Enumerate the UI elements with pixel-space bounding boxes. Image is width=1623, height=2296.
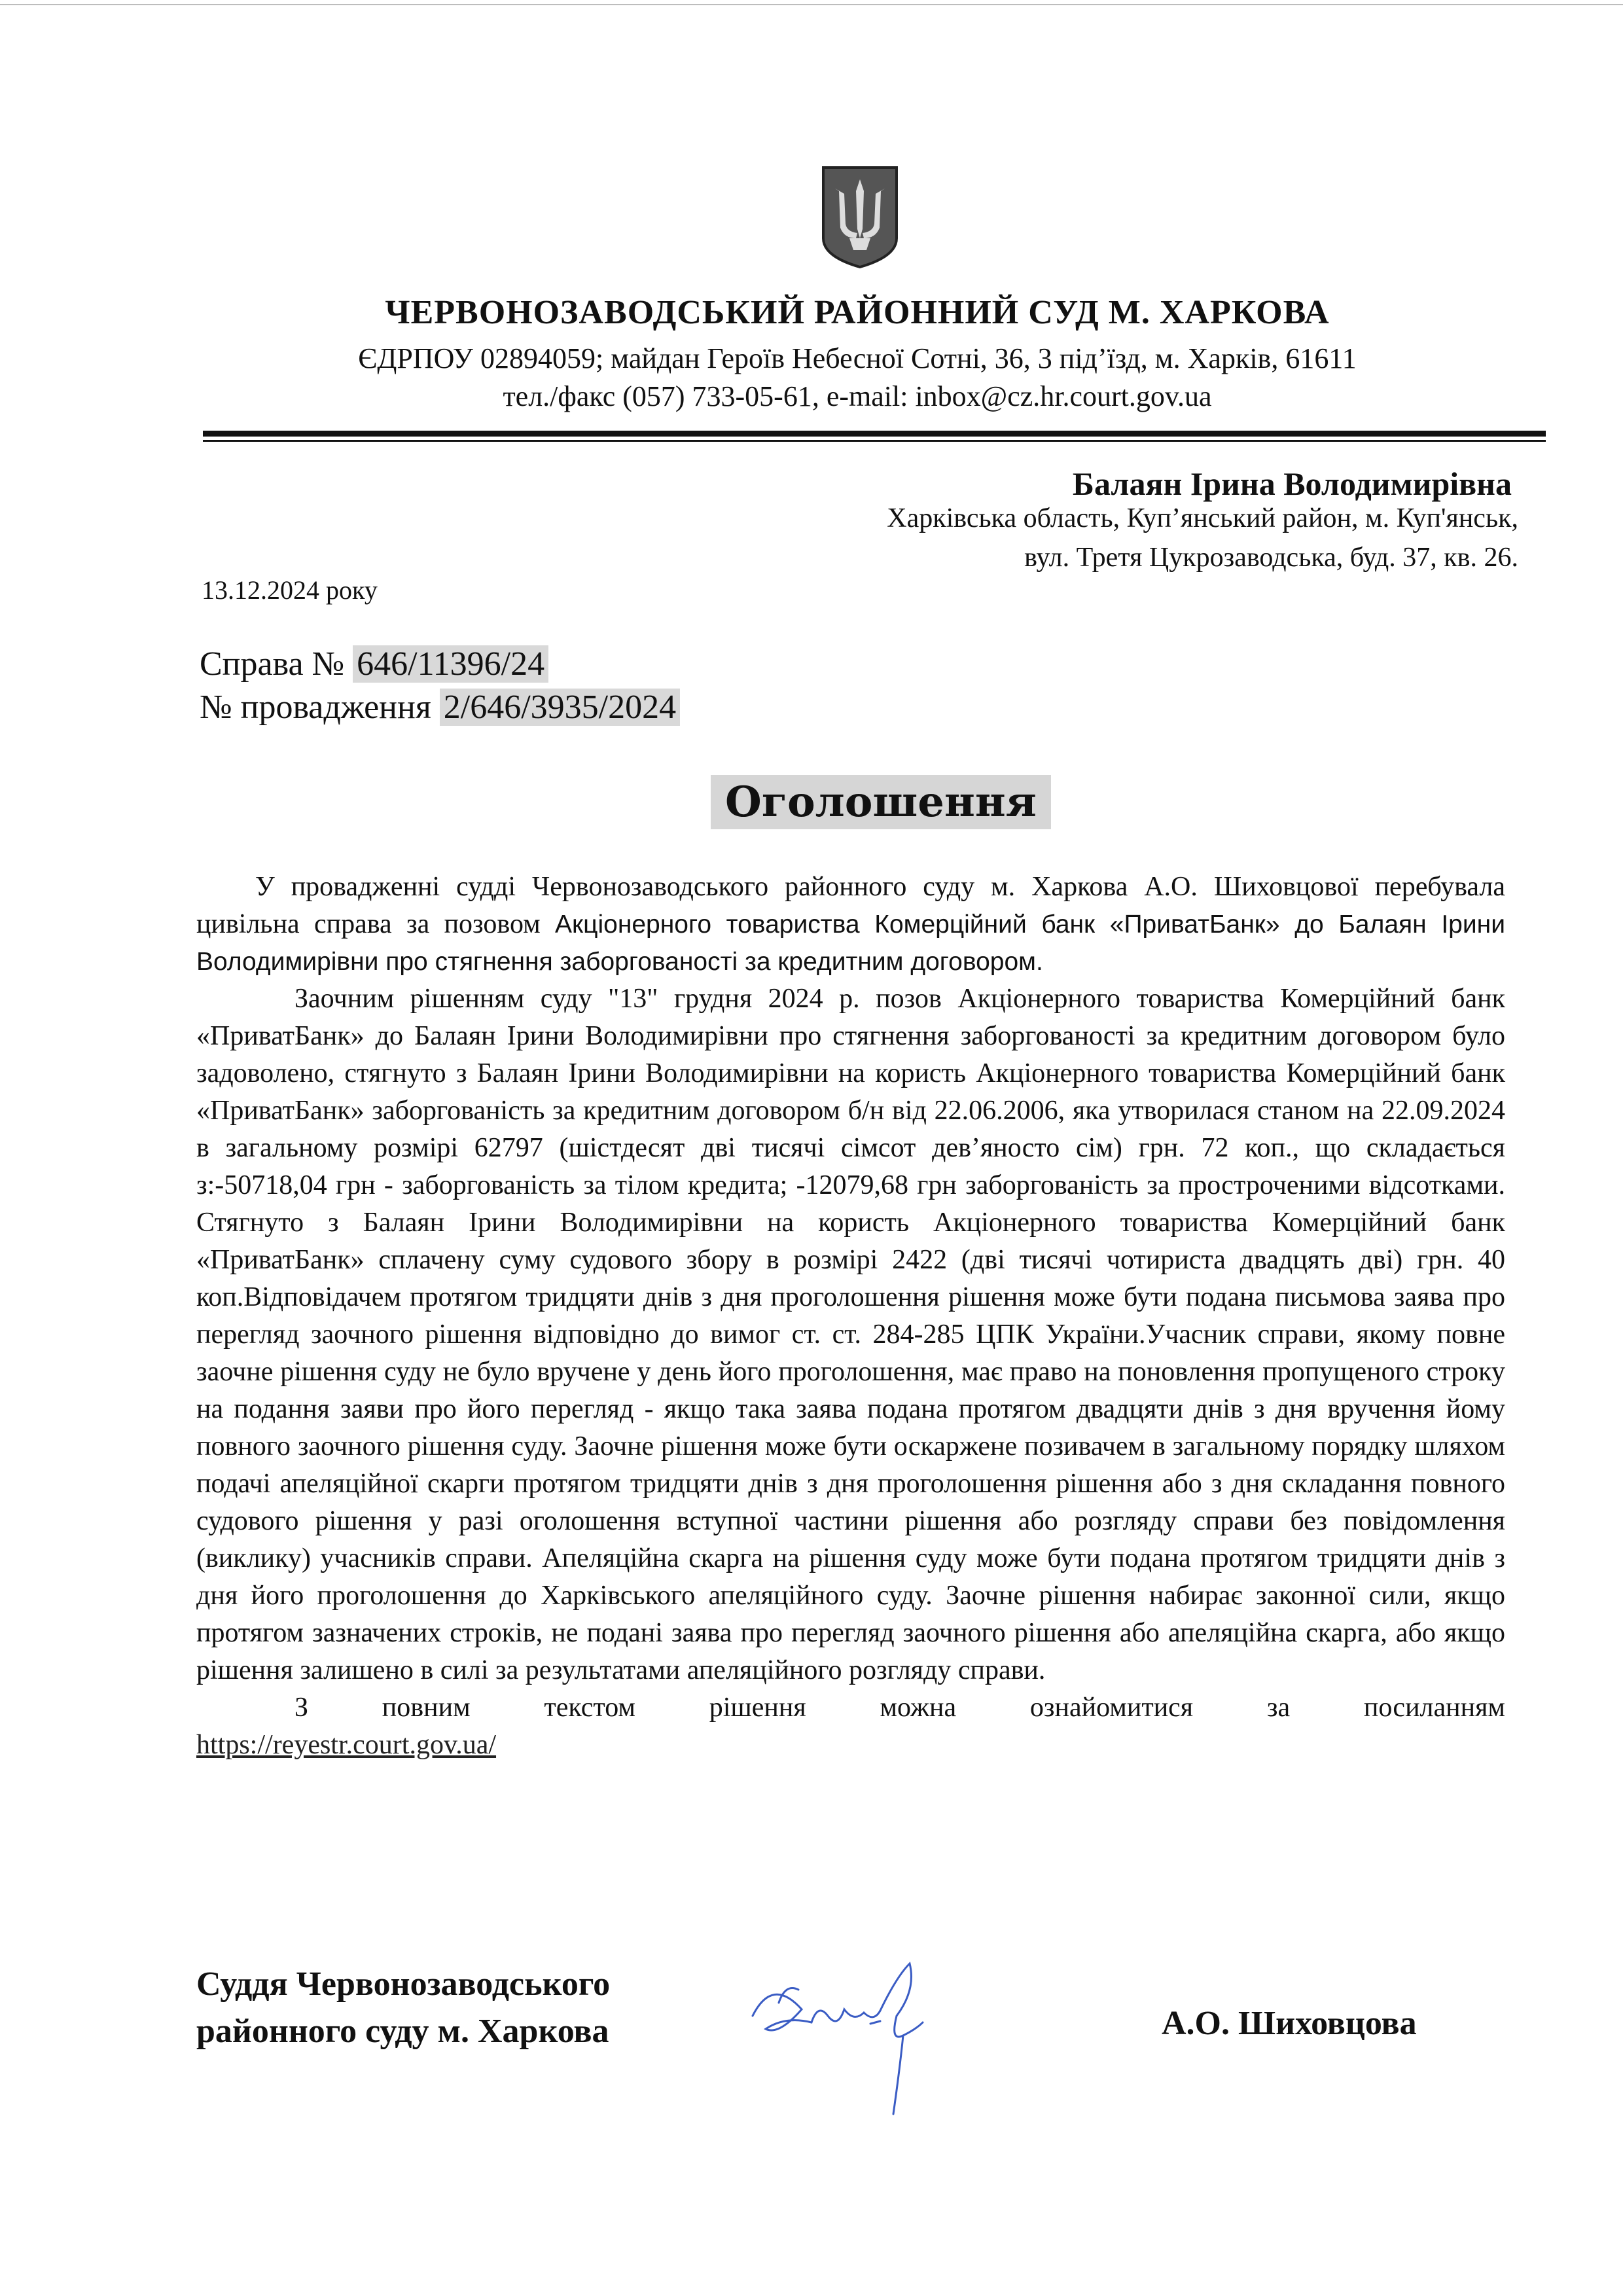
header-divider-thin: [203, 440, 1546, 442]
court-contacts: тел./факс (057) 733-05-61, e-mail: inbox@cz.hr.court.gov.ua: [503, 380, 1212, 412]
recipient-address-line1: Харківська область, Куп’янський район, м. Куп'янськ,: [887, 503, 1518, 533]
handwritten-signature-icon: [740, 1937, 955, 2134]
court-name: ЧЕРВОНОЗАВОДСЬКИЙ РАЙОННИЙ СУД М. ХАРКОВА: [385, 294, 1330, 331]
recipient-address-line2: вул. Третя Цукрозаводська, буд. 37, кв. 26.: [1024, 543, 1518, 573]
scan-top-edge: [0, 4, 1623, 5]
ukraine-trident-emblem-icon: [821, 165, 899, 270]
link-intro-text: З повним текстом рішення можна ознайомитися за посиланням: [294, 1693, 1505, 1723]
recipient-name: Балаян Ірина Володимирівна: [1072, 465, 1512, 502]
paragraph-intro-parties: Акціонерного товариства Комерційний банк «ПриватБанк» до Балаян Ірини Володимирівни про стягнення заборгованості за кредитним договором.: [196, 910, 1505, 976]
recipient-address: [887, 499, 1518, 577]
case-number-row: [200, 643, 680, 686]
announcement-title: Оголошення: [711, 775, 1051, 829]
paragraph-decision: Заочним рішенням суду "13" грудня 2024 р. позов Акціонерного товариства Комерційний банк «ПриватБанк» до Балаян Ірини Володимирівни про стягнення заборгованості за кредитним договором було задоволено, стягнуто з Балаян Ірини Володимирівни на користь Акціонерного товариства Комерційний банк «ПриватБанк» заборгованість за кредитним договором б/н від 22.06.2006, яка утворилася станом на 22.09.2024 в загальному розмірі 62797 (шістдесят дві тисячі сімсот дев’яносто сім) грн. 72 коп., що складається з:-50718,04 грн - заборгованість за тілом кредита; -12079,68 грн заборгованість за простроченими відсотками. Стягнуто з Балаян Ірини Володимирівни на користь Акціонерного товариства Комерційний банк «ПриватБанк» сплачену суму судового збору в розмірі 2422 (дві тисячі чотириста двадцять дві) грн. 40 коп.Відповідачем протягом тридцяти днів з дня проголошення рішення може бути подана письмова заява про перегляд заочного рішення відповідно до вимог ст. ст. 284-285 ЦПК України.Учасник справи, якому повне заочне рішення суду не було вручене у день його проголошення, має право на поновлення пропущеного строку на подання заяви про його перегляд - якщо така заява подана протягом двадцяти днів з дня вручення йому повного заочного рішення суду. Заочне рішення може бути оскаржене позивачем в загальному порядку шляхом подачі апеляційної скарги протягом тридцяти днів з дня проголошення рішення або з дня складання повного судового рішення у разі оголошення вступної частини рішення або розгляду справи без повідомлення (виклику) учасників справи. Апеляційна скарга на рішення суду може бути подана протягом тридцяти днів з дня його проголошення до Харківського апеляційного суду. Заочне рішення набирає законної сили, якщо протягом зазначених строків, не подані заява про перегляд заочного рішення або апеляційна скарга, або якщо рішення залишено в силі за результатами апеляційного розгляду справи.: [196, 984, 1505, 1685]
announcement-body: [196, 869, 1505, 1764]
register-link[interactable]: https://reyestr.court.gov.ua/: [196, 1730, 497, 1760]
judge-name: А.О. Шиховцова: [1162, 2005, 1417, 2042]
case-number-label: Справа №: [200, 645, 345, 683]
proceeding-number: 2/646/3935/2024: [440, 689, 680, 726]
court-address: ЄДРПОУ 02894059; майдан Героїв Небесної Сотні, 36, 3 під’їзд, м. Харків, 61611: [358, 342, 1357, 374]
case-number: 646/11396/24: [353, 645, 548, 683]
paragraph-intro-text: У провадженні судді Червонозаводського районного суду м. Харкова А.О. Шиховцової перебувала цивільна справа за позовом: [196, 872, 1505, 939]
proceeding-number-row: [200, 686, 680, 729]
letter-date: 13.12.2024 року: [202, 575, 378, 605]
register-link-row: [196, 1727, 1505, 1764]
judge-title-line2: районного суду м. Харкова: [196, 2013, 609, 2050]
paragraph-link: [196, 1689, 1505, 1727]
case-info: [200, 643, 680, 729]
judge-title-line1: Суддя Червонозаводського: [196, 1965, 611, 2003]
judge-title: [196, 1961, 610, 2055]
proceeding-number-label: № провадження: [200, 689, 431, 726]
header-divider-thick: [203, 431, 1546, 437]
paragraph-intro: [196, 869, 1505, 980]
